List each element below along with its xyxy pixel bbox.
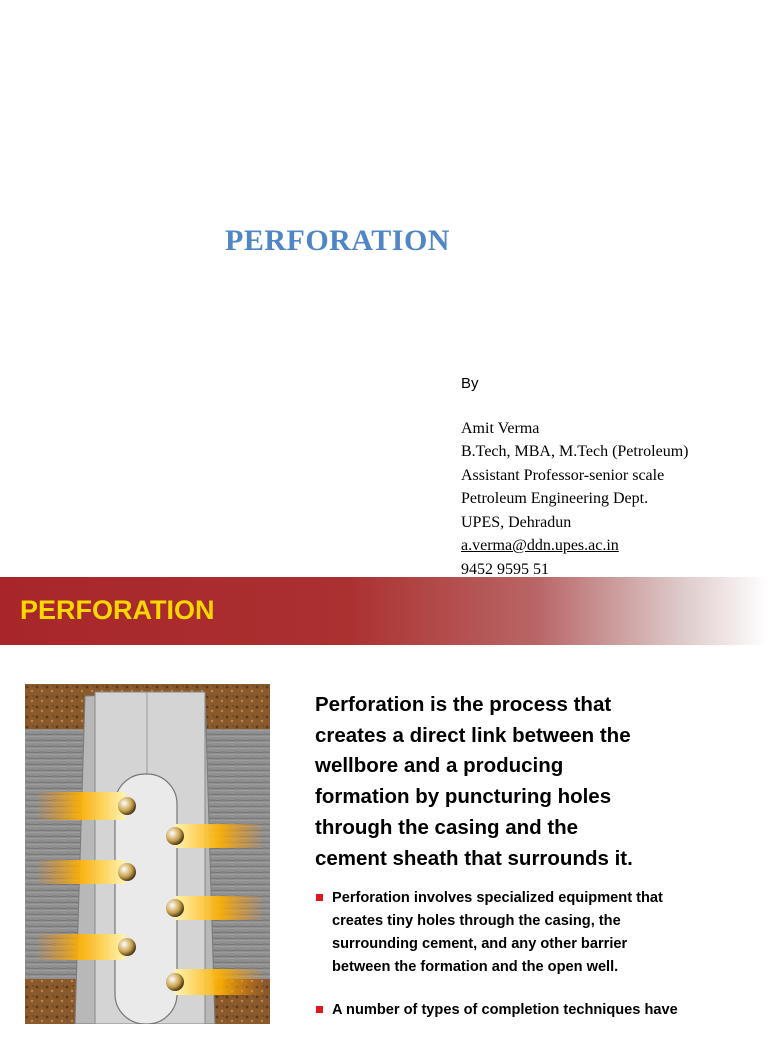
by-label: By	[461, 375, 479, 392]
bullet-line: surrounding cement, and any other barrier	[332, 936, 628, 952]
presentation-title: PERFORATION	[225, 224, 450, 257]
slide-title-text: PERFORATION	[20, 595, 215, 625]
definition-line: Perforation is the process that	[315, 693, 612, 716]
definition-line: formation by puncturing holes	[315, 785, 612, 809]
author-department: Petroleum Engineering Dept.	[461, 490, 649, 507]
definition-line: through the casing and the	[315, 815, 579, 839]
author-email-link[interactable]: a.verma@ddn.upes.ac.in	[461, 537, 619, 554]
definition-line: creates a direct link between the	[315, 723, 631, 747]
definition-line: cement sheath that surrounds it.	[315, 846, 633, 870]
slide-title-banner	[0, 577, 768, 645]
list-item	[315, 999, 755, 1022]
bullet-square-icon	[316, 894, 323, 901]
author-institution: UPES, Dehradun	[461, 513, 572, 531]
bullet-line: between the formation and the open well.	[332, 959, 619, 975]
author-position: Assistant Professor-senior scale	[461, 466, 665, 484]
bullet-line: A number of types of completion techniques have	[332, 1002, 678, 1018]
bullet-line: Perforation involves specialized equipment that	[332, 890, 663, 906]
author-degrees: B.Tech, MBA, M.Tech (Petroleum)	[461, 443, 689, 460]
perforation-definition	[315, 690, 755, 874]
list-item	[315, 887, 755, 979]
author-phone: 9452 9595 51	[461, 560, 549, 578]
author-name: Amit Verma	[461, 419, 540, 437]
bullet-list	[315, 887, 755, 1042]
slide-perforation	[0, 577, 768, 1024]
author-block	[461, 372, 689, 581]
perforation-illustration	[25, 684, 270, 1024]
definition-line: wellbore and a producing	[315, 754, 564, 778]
bullet-line: creates tiny holes through the casing, the	[332, 913, 621, 929]
bullet-square-icon	[316, 1006, 323, 1013]
